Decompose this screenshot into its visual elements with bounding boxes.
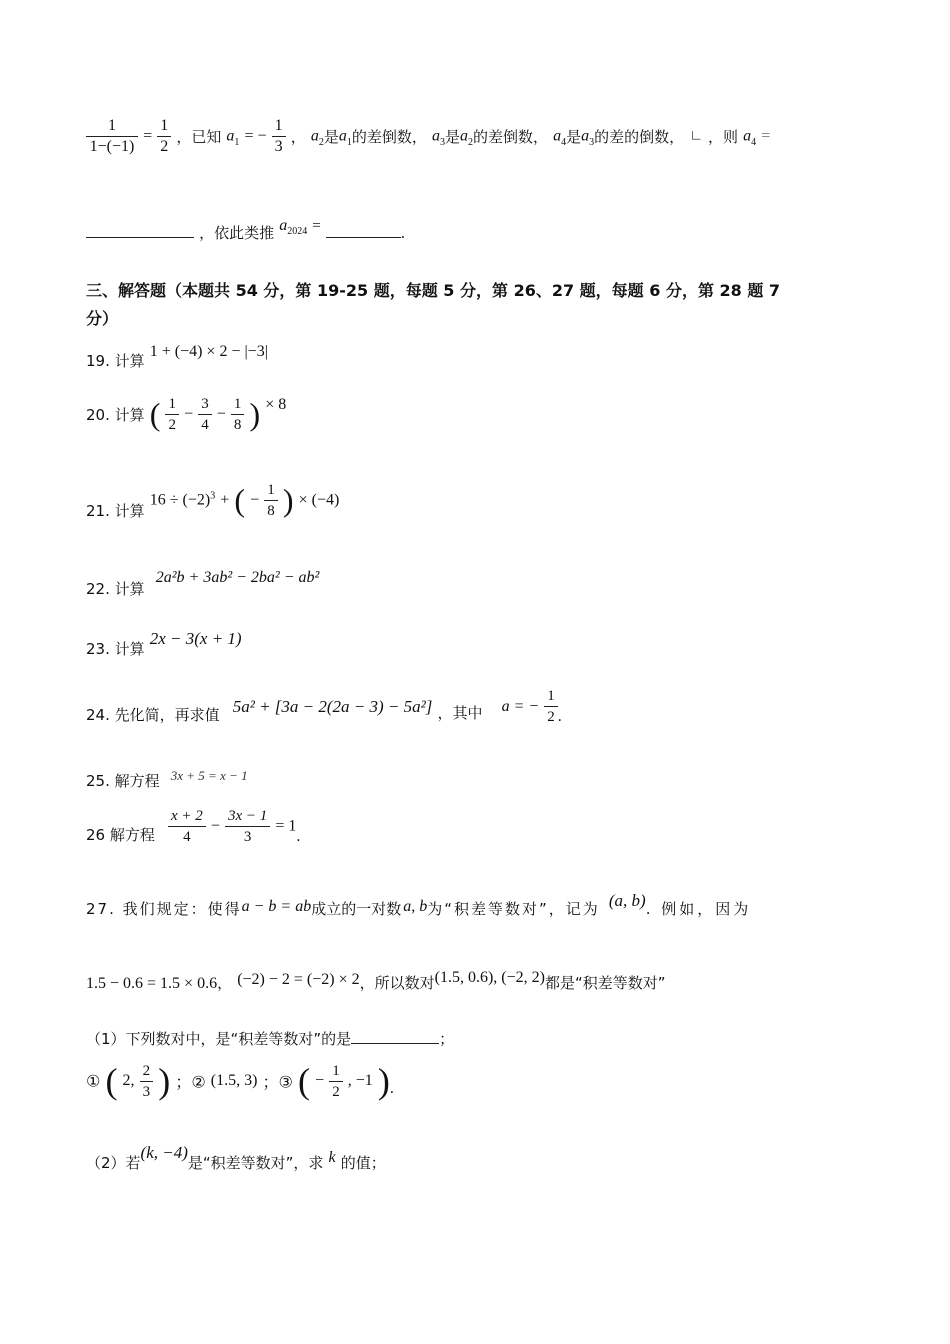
fraction — [140, 1061, 154, 1102]
fraction-denominator: 2 — [332, 1083, 340, 1100]
text: . 例如，因为 — [645, 900, 752, 918]
right-paren: ) — [377, 1061, 390, 1101]
period: . — [389, 1080, 394, 1097]
fraction-denominator: 3 — [142, 1083, 151, 1100]
math-pair: (k, −4) — [140, 1143, 188, 1162]
fraction — [231, 394, 245, 435]
fraction — [198, 394, 212, 435]
fraction-numerator: 1 — [165, 394, 179, 415]
math-expression: 3x + 5 = x − 1 — [170, 768, 248, 783]
question-label: 22. 计算 — [86, 580, 145, 598]
fraction — [165, 394, 179, 435]
math-expression: 2x − 3(x + 1) — [149, 629, 242, 648]
fraction-denominator: 2 — [547, 709, 555, 725]
option-1-marker: ① — [86, 1071, 101, 1091]
question-27-options — [86, 1060, 394, 1110]
fraction-numerator: 3 — [198, 394, 212, 415]
section-title-cont: 分） — [86, 309, 119, 328]
question-24 — [86, 686, 562, 736]
var-a1: a — [226, 127, 235, 145]
left-paren: ( — [105, 1061, 118, 1101]
fraction-numerator: 1 — [86, 116, 138, 137]
right-paren: ) — [282, 482, 294, 518]
question-23 — [86, 628, 242, 658]
text-diff-reciprocal: 的差倒数， — [473, 128, 549, 146]
text: （1）下列数对中，是“积差等数对”的是 — [86, 1030, 352, 1048]
math-expression: (−2) − 2 = (−2) × 2 — [237, 971, 360, 988]
var-a2024: a — [279, 217, 288, 234]
question-25 — [86, 770, 248, 791]
text-diff-reciprocal: 的差的倒数， — [594, 128, 685, 146]
question-label: 23. 计算 — [86, 640, 145, 658]
math-value: 2, — [122, 1072, 135, 1089]
left-paren: ( — [149, 396, 161, 432]
fraction-numerator: 3x − 1 — [225, 806, 270, 827]
fraction-a1 — [272, 116, 286, 157]
fraction — [329, 1061, 343, 1102]
question-27-line1 — [86, 891, 866, 919]
text-is: 是 — [323, 128, 339, 146]
fraction-rhs — [157, 116, 171, 157]
text-where: ，其中 — [437, 704, 483, 722]
fraction-numerator: 1 — [544, 686, 558, 707]
fraction-denominator: 1−(−1) — [89, 138, 135, 155]
fraction-denominator: 3 — [243, 829, 252, 845]
fraction-denominator: 3 — [274, 138, 283, 155]
semicolon: ； — [439, 1030, 455, 1048]
math-expression: 2a²b + 3ab² − 2ba² − ab² — [155, 569, 320, 586]
text: ，所以数对 — [359, 974, 435, 992]
answer-blank-a2024[interactable] — [326, 223, 401, 238]
question-21 — [86, 480, 339, 532]
subscript: 2 — [318, 137, 324, 149]
period: . — [296, 827, 301, 845]
comma: ， — [290, 128, 306, 146]
fraction-numerator: 1 — [264, 480, 278, 501]
fraction — [225, 806, 270, 847]
subscript: 4 — [751, 137, 757, 149]
subscript: 3 — [439, 137, 445, 149]
minus-sign: − — [184, 405, 194, 423]
fraction-numerator: 1 — [231, 394, 245, 415]
equals-neg: = − — [244, 127, 267, 145]
question-label: 20. 计算 — [86, 406, 145, 424]
period: . — [400, 225, 405, 242]
subscript: 2 — [468, 137, 473, 149]
minus-sign: − — [250, 491, 260, 509]
minus-sign: − — [315, 1072, 325, 1089]
answer-blank-a4[interactable] — [86, 223, 194, 238]
text-is: 是 — [444, 128, 460, 146]
fraction-denominator: 4 — [201, 417, 209, 433]
math-expression: 1.5 − 0.6 = 1.5 × 0.6 — [86, 975, 218, 992]
option-2-marker: ；② — [175, 1072, 206, 1092]
var-a3: a — [581, 127, 590, 145]
plus-sign: + — [220, 491, 230, 509]
left-paren: ( — [234, 482, 246, 518]
equals-sign: = — [312, 218, 321, 234]
math-condition: a = − — [501, 697, 540, 715]
text-then: ，则 — [708, 128, 739, 146]
ellipsis-mark: ∟ — [689, 128, 703, 144]
question-19 — [86, 340, 268, 370]
math-pair: a, b — [403, 898, 428, 915]
fraction-denominator: 4 — [183, 829, 191, 845]
question-22 — [86, 566, 320, 598]
text: （2）若 — [86, 1154, 141, 1172]
math-pairs: (1.5, 0.6), (−2, 2) — [434, 969, 545, 986]
text: 的值； — [340, 1154, 386, 1172]
math-tail: × (−4) — [298, 491, 340, 509]
question-label: 25. 解方程 — [86, 772, 160, 790]
text-analog: ，依此类推 — [199, 224, 275, 242]
subscript: 1 — [234, 137, 240, 149]
fraction — [168, 806, 206, 847]
fraction-denominator: 8 — [267, 503, 275, 519]
var-a2: a — [460, 127, 468, 145]
fraction-numerator: x + 2 — [168, 806, 206, 827]
math-pair: (1.5, 3) — [210, 1072, 258, 1089]
left-paren: ( — [297, 1061, 310, 1101]
question-20 — [86, 394, 286, 446]
q18-line2 — [86, 217, 405, 245]
fraction-numerator: 1 — [157, 116, 171, 137]
math-var-k: k — [328, 1149, 336, 1166]
equals-sign: = — [761, 127, 771, 145]
question-label: 21. 计算 — [86, 502, 145, 520]
minus-sign: − — [210, 817, 220, 835]
question-label: 19. 计算 — [86, 352, 145, 370]
subscript: 4 — [561, 137, 567, 149]
fraction-denominator: 8 — [233, 417, 242, 433]
fraction-numerator: 1 — [329, 1061, 343, 1082]
math-expression: 16 ÷ (−2) — [149, 491, 211, 509]
question-label: 24. 先化简，再求值 — [86, 706, 220, 724]
text-is: 是 — [566, 128, 582, 146]
fraction — [544, 686, 558, 727]
text-diff-reciprocal: 的差倒数， — [351, 128, 427, 146]
text: 都是“积差等数对” — [544, 974, 666, 992]
question-27-line2 — [86, 969, 666, 993]
var-a3: a — [431, 127, 440, 145]
text: 27. 我们规定：使得 — [86, 900, 242, 918]
question-27-part1 — [86, 1028, 454, 1049]
fraction-denominator: 2 — [168, 417, 176, 433]
var-a4: a — [743, 127, 752, 145]
var-a2: a — [310, 127, 319, 145]
question-27-part2 — [86, 1143, 386, 1173]
math-tail: × 8 — [265, 395, 287, 413]
question-label: 26 解方程 — [86, 826, 155, 844]
equals-sign: = — [143, 127, 153, 145]
math-expression: 1 + (−4) × 2 − |−3| — [149, 343, 268, 360]
text: 成立的一对数 — [311, 900, 402, 918]
text-known: ，已知 — [176, 128, 222, 146]
math-value: , −1 — [347, 1072, 373, 1089]
fraction-numerator: 2 — [140, 1061, 154, 1082]
section-title: 三、解答题（本题共 54 分，第 19-25 题，每题 5 分，第 26、27 题，每题 6 分，第 28 题 7 — [86, 281, 781, 300]
right-paren: ) — [158, 1061, 171, 1101]
minus-sign: − — [216, 405, 226, 423]
var-a4: a — [553, 127, 562, 145]
subscript: 3 — [589, 137, 595, 149]
subscript: 2024 — [287, 226, 308, 238]
var-a1: a — [338, 127, 347, 145]
fraction — [264, 480, 278, 521]
text: 是“积差等数对”，求 — [187, 1154, 324, 1172]
option-3-marker: ；③ — [262, 1072, 293, 1092]
fraction-lhs — [86, 116, 138, 157]
fraction-numerator: 1 — [272, 116, 286, 137]
math-expression: 5a² + [3a − 2(2a − 3) − 5a²] — [232, 696, 433, 716]
exponent: 3 — [210, 490, 216, 502]
subscript: 1 — [346, 137, 352, 149]
q18-line1 — [86, 116, 770, 172]
math-expression: a − b = ab — [241, 898, 312, 915]
right-paren: ) — [249, 396, 261, 432]
text: 为“积差等数对”，记为 — [427, 900, 600, 918]
comma: ， — [217, 974, 233, 992]
answer-blank-part1[interactable] — [351, 1029, 439, 1044]
question-26 — [86, 806, 300, 856]
math-pair: (a, b) — [608, 891, 646, 910]
math-rhs: = 1 — [275, 817, 297, 835]
fraction-denominator: 2 — [160, 138, 169, 155]
period: . — [557, 707, 562, 725]
